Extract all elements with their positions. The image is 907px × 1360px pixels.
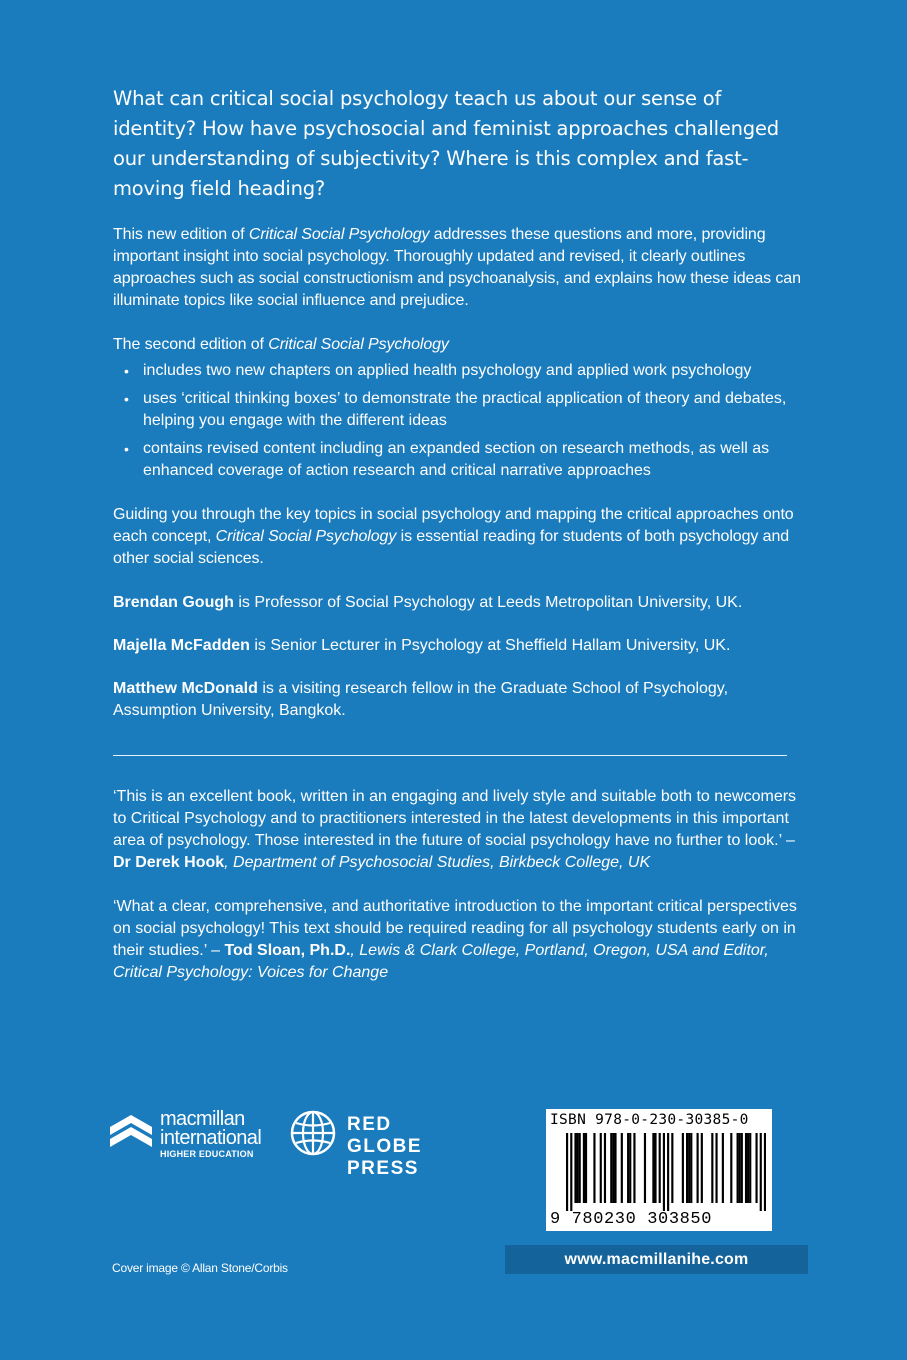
summary-paragraph	[113, 504, 803, 570]
barcode-bar	[749, 1133, 751, 1203]
feature-text: contains revised content including an expanded section on research methods, as well as enhanced coverage of action research and critical narrative approaches	[143, 440, 770, 479]
barcode-bar	[697, 1133, 699, 1203]
barcode-bar	[612, 1133, 614, 1203]
rgp-line-1: RED GLOBE	[347, 1114, 423, 1157]
author-name: Majella McFadden	[113, 637, 250, 654]
book-title: Critical Social Psychology	[215, 528, 397, 545]
macmillan-international: international	[160, 1127, 262, 1149]
description-text: addresses these questions and more, providing important insight into social psychology. Thoroughly updated and revised, it clearly outlines approaches such as social constructionism and psychoanalysis, and explains how these ideas can illuminate topics like social influence and prejudice.	[113, 226, 801, 309]
bullet-icon: •	[124, 391, 129, 407]
rgp-wordmark	[347, 1114, 469, 1180]
author-name: Matthew McDonald	[113, 680, 258, 697]
isbn-label: ISBN 978-0-230-30385-0	[550, 1112, 749, 1128]
barcode-bar	[654, 1133, 656, 1203]
barcode-bar	[600, 1133, 602, 1203]
author-bio	[113, 635, 803, 657]
barcode-bar	[585, 1133, 587, 1203]
barcode-bar	[659, 1133, 661, 1203]
feature-item	[113, 360, 803, 382]
main-text-block	[113, 84, 803, 743]
feature-text: uses ‘critical thinking boxes’ to demonstrate the practical application of theory and debates, helping you engage with the different ideas	[143, 390, 787, 429]
barcode-bar	[755, 1133, 757, 1203]
macmillan-name: macmillan	[160, 1108, 245, 1130]
macmillan-wordmark	[160, 1110, 261, 1160]
endorsement-text: ‘This is an excellent book, written in an engaging and lively style and suitable both to newcomers to Critical Psychology and to practitioners interested in the latest developments in this important area of psychology. Those interested in the future of social psychology have no further to look.’ –	[113, 788, 797, 849]
book-title: Critical Social Psychology	[248, 226, 430, 243]
barcode-bar	[574, 1133, 576, 1203]
barcode-bar	[747, 1133, 749, 1203]
divider	[113, 755, 787, 756]
macmillan-division: HIGHER EDUCATION	[160, 1149, 254, 1159]
description-paragraph	[113, 224, 803, 312]
barcode-bar	[745, 1133, 747, 1203]
intro-question: What can critical social psychology teach us about our sense of identity? How have psychosocial and feminist approaches challenged our understanding of subjectivity? Where is this complex and fast-moving field heading?	[113, 87, 779, 200]
cover-credit: Cover image © Allan Stone/Corbis	[112, 1261, 288, 1275]
barcode-bar	[682, 1133, 684, 1203]
endorsement	[113, 786, 813, 874]
barcode-bar	[730, 1133, 732, 1203]
ean-digits: 9 780230 303850	[550, 1210, 713, 1229]
barcode-bar	[652, 1133, 654, 1203]
barcode-bar	[663, 1133, 665, 1211]
barcode-bar	[614, 1133, 616, 1203]
author-bio	[113, 592, 803, 614]
globe-icon	[289, 1109, 337, 1157]
endorser-name: Tod Sloan, Ph.D.	[224, 942, 351, 959]
barcode-bar	[764, 1133, 766, 1211]
barcode-bar	[593, 1133, 595, 1203]
macmillan-logo	[110, 1110, 280, 1160]
endorser-affiliation: , Lewis & Clark College, Portland, Oregon, USA and Editor, Critical Psychology: Voices for Change	[113, 942, 769, 981]
feature-item	[113, 388, 803, 432]
barcode-bar	[577, 1133, 579, 1203]
barcode-bar	[633, 1133, 635, 1203]
barcode-bar	[579, 1133, 581, 1203]
barcode-bar	[627, 1133, 629, 1203]
bullet-icon: •	[124, 441, 129, 457]
description-text: This new edition of	[113, 226, 249, 243]
author-bio-text: is Professor of Social Psychology at Leeds Metropolitan University, UK.	[233, 594, 743, 611]
endorsement	[113, 896, 813, 984]
rgp-line-2: PRESS	[347, 1158, 419, 1179]
author-name: Brendan Gough	[113, 594, 234, 611]
endorsements	[113, 786, 813, 1006]
barcode-bar	[737, 1133, 739, 1203]
barcode-bar	[604, 1133, 606, 1203]
barcode-bar	[671, 1133, 673, 1203]
author-bio-text: is Senior Lecturer in Psychology at Sheffield Hallam University, UK.	[249, 637, 731, 654]
endorser-affiliation: , Department of Psychosocial Studies, Birkbeck College, UK	[224, 854, 651, 871]
barcode-bar	[566, 1133, 568, 1211]
feature-text: includes two new chapters on applied health psychology and applied work psychology	[143, 362, 752, 379]
website-link[interactable]: www.macmillanihe.com	[564, 1251, 749, 1268]
bullet-icon: •	[124, 363, 129, 379]
features-intro-text: The second edition of	[113, 336, 269, 353]
barcode-bar	[621, 1133, 623, 1203]
barcode-bar	[610, 1133, 612, 1203]
barcode-bar	[739, 1133, 741, 1203]
barcode-bar	[711, 1133, 713, 1203]
macmillan-mark-icon	[110, 1113, 152, 1151]
barcode-bar	[583, 1133, 585, 1203]
barcode-bar	[686, 1133, 688, 1203]
barcode-bars	[552, 1133, 766, 1211]
barcode-bar	[644, 1133, 646, 1203]
book-title: Critical Social Psychology	[268, 336, 449, 353]
author-bio	[113, 678, 803, 722]
endorsement-text: ‘What a clear, comprehensive, and authoritative introduction to the important critical perspectives on social psychology! This text should be required reading for all psychology students early on in their studies.’ –	[113, 898, 797, 959]
author-bio-text: is a visiting research fellow in the Graduate School of Psychology, Assumption University, Bangkok.	[113, 680, 729, 719]
isbn-barcode	[546, 1109, 772, 1231]
barcode-bar	[741, 1133, 743, 1203]
barcode-bar	[688, 1133, 690, 1203]
barcode-bar	[570, 1133, 572, 1211]
barcode-bar	[690, 1133, 692, 1203]
barcode-bar	[629, 1133, 631, 1203]
summary-text: Guiding you through the key topics in social psychology and mapping the critical approaches onto each concept,	[113, 506, 794, 545]
website-bar[interactable]	[505, 1245, 808, 1274]
barcode-bar	[722, 1133, 724, 1203]
barcode-bar	[760, 1133, 762, 1211]
summary-text: is essential reading for students of both psychology and other social sciences.	[113, 528, 790, 567]
barcode-bar	[715, 1133, 717, 1203]
barcode-bar	[667, 1133, 669, 1211]
features-intro	[113, 334, 803, 356]
feature-list	[113, 360, 803, 482]
barcode-bar	[701, 1133, 703, 1203]
feature-item	[113, 438, 803, 482]
red-globe-press-logo	[289, 1109, 469, 1179]
endorser-name: Dr Derek Hook	[113, 854, 225, 871]
